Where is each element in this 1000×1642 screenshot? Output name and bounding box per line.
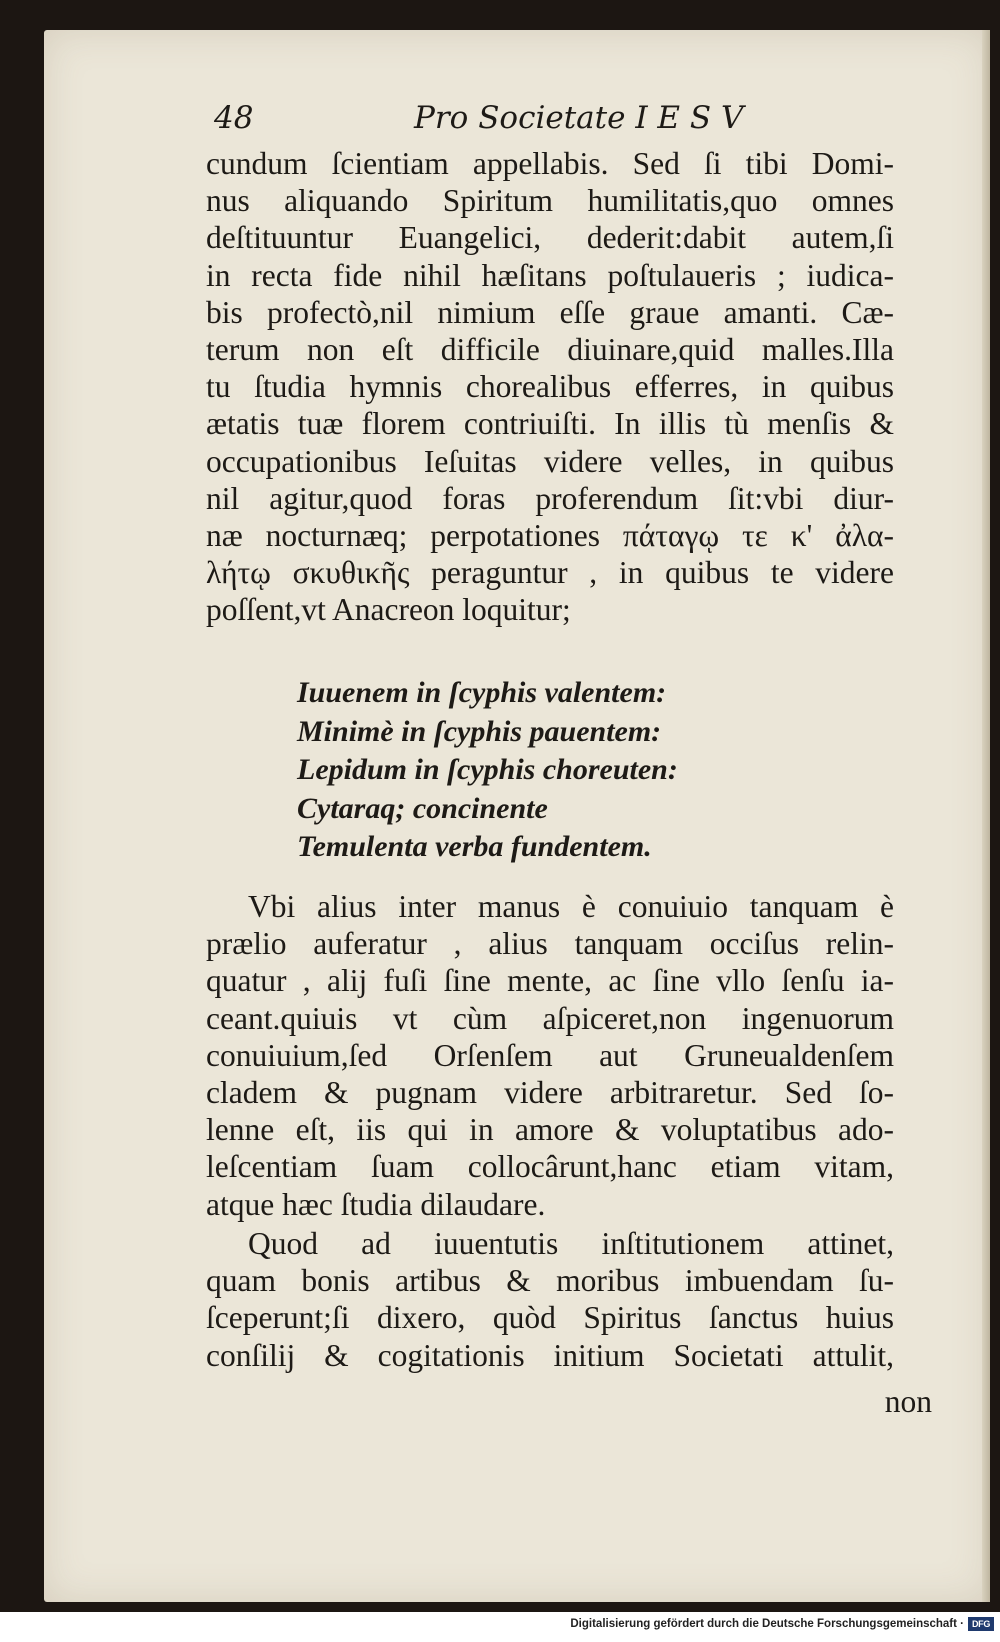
running-head: Pro Societate I E S V [414, 100, 744, 136]
text-line: conſilij & cogitationis initium Societati attulit, [206, 1337, 894, 1373]
text-line: ætatis tuæ florem contriuiſti. In illis tù menſis & [206, 406, 894, 442]
text-line: occupationibus Ieſuitas videre velles, in quibus [206, 443, 894, 479]
text-line: atque hæc ſtudia dilaudare. [206, 1186, 546, 1222]
text-line: ſceperunt;ſi dixero, quòd Spiritus ſanctus huius [206, 1300, 894, 1336]
funding-notice: Digitalisierung gefördert durch die Deutsche Forschungsgemeinschaft · [570, 1618, 964, 1630]
text-line: lenne eſt, iis qui in amore & voluptatibus ado- [206, 1112, 894, 1148]
verse-line: Iuuenem in ſcyphis valentem: [297, 676, 667, 709]
text-line: tu ſtudia hymnis chorealibus efferres, in quibus [206, 369, 894, 405]
text-line: λήτῳ σκυθικῆς peraguntur , in quibus te videre [206, 555, 894, 591]
text-line: ceant.quiuis vt cùm aſpiceret,non ingenuorum [206, 1000, 894, 1036]
page-edge [982, 30, 990, 1602]
text-line: næ nocturnæq; perpotationes πάταγῳ τε κ' ἀλα- [206, 517, 894, 553]
text-line: quatur , alij fuſi ſine mente, ac ſine vllo ſenſu ia- [206, 963, 894, 999]
footer-bar [0, 1612, 1000, 1642]
text-line: in recta fide nihil hæſitans poſtulaueris ; iudica- [206, 257, 894, 293]
text-line: Quod ad iuuentutis inſtitutionem attinet, [248, 1226, 894, 1261]
page-number: 48 [214, 100, 254, 136]
text-line: cladem & pugnam videre arbitraretur. Sed ſo- [206, 1074, 894, 1110]
anacreon-verse [297, 674, 678, 867]
text-line: leſcentiam ſuam collocârunt,hanc etiam vitam, [206, 1149, 894, 1185]
text-line: poſſent,vt Anacreon loquitur; [206, 592, 571, 628]
text-line: bis profectò,nil nimium eſſe graue amanti. Cæ- [206, 294, 894, 330]
text-line: nil agitur,quod foras proferendum ſit:vbi diur- [206, 480, 894, 516]
verse-line: Temulenta verba fundentem. [297, 830, 652, 863]
paragraph-1 [206, 145, 894, 628]
text-line: nus aliquando Spiritum humilitatis,quo omnes [206, 183, 894, 219]
paragraph-2 [206, 888, 894, 1223]
text-line: terum non eſt difficile diuinare,quid malles.Illa [206, 331, 894, 367]
text-line: Vbi alius inter manus è conuiuio tanquam è [248, 889, 894, 924]
dfg-logo: DFG [968, 1617, 994, 1631]
paragraph-3 [206, 1225, 894, 1374]
text-line: deſtituuntur Euangelici, dederit:dabit autem,ſi [206, 220, 894, 256]
verse-line: Cytaraq; concinente [297, 791, 548, 825]
page-header [214, 100, 744, 148]
text-line: cundum ſcientiam appellabis. Sed ſi tibi Domi- [206, 146, 894, 181]
verse-line: Minimè in ſcyphis pauentem: [297, 714, 662, 748]
text-line: conuiuium,ſed Orſenſem aut Gruneualdenſem [206, 1037, 894, 1073]
text-line: quam bonis artibus & moribus imbuendam ſu- [206, 1263, 894, 1299]
verse-line: Lepidum in ſcyphis choreuten: [297, 753, 678, 786]
text-line: prælio auferatur , alius tanquam occiſus relin- [206, 926, 894, 962]
catchword: non [884, 1384, 932, 1419]
